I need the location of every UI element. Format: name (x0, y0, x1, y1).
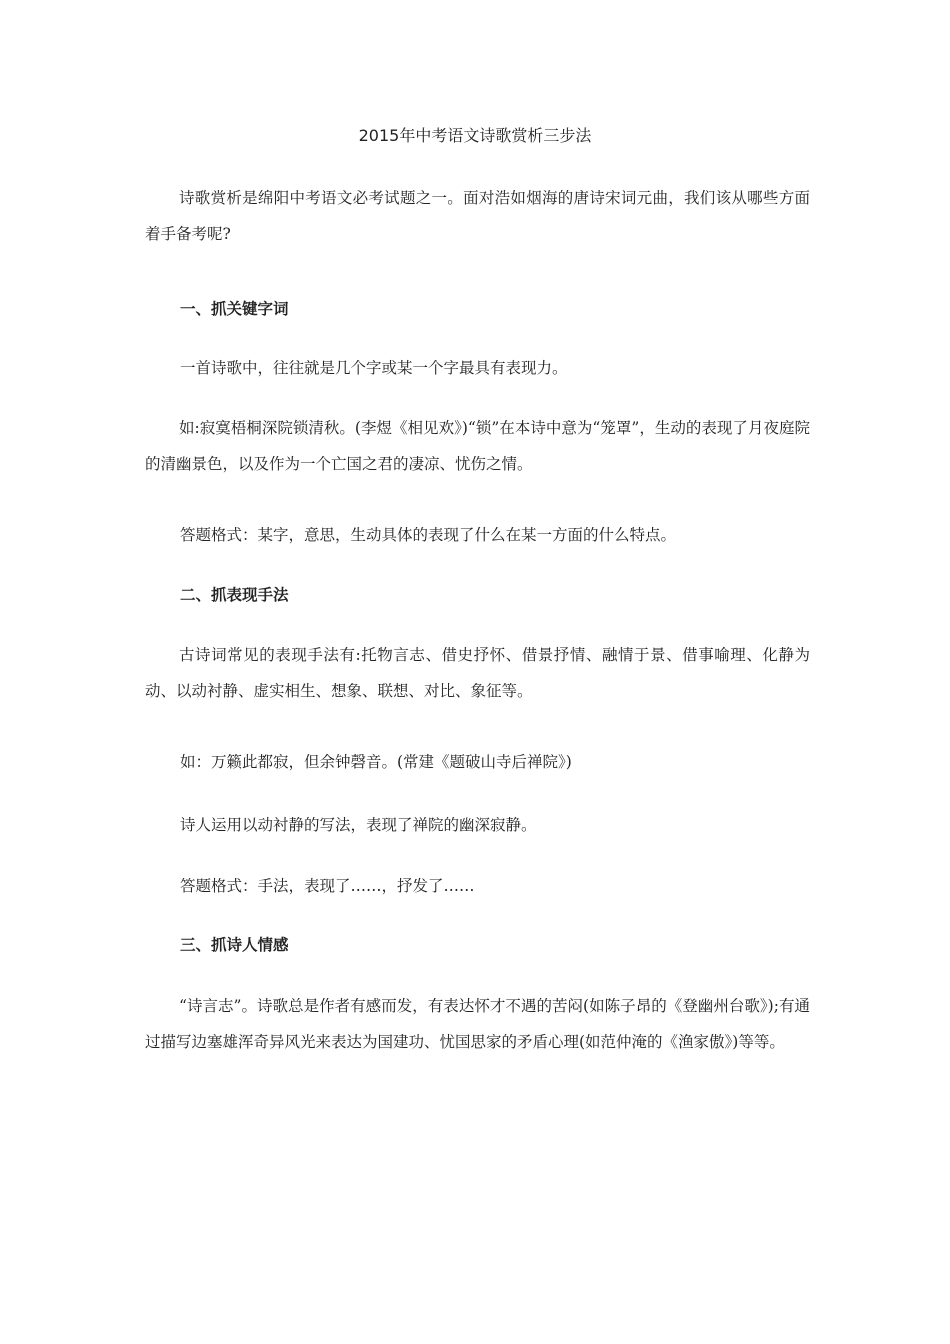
section3-paragraph-1: “诗言志”。诗歌总是作者有感而发，有表达怀才不遇的苦闷(如陈子昂的《登幽州台歌》);有通过描写边塞雄浑奇异风光来表达为国建功、忧国思家的矛盾心理(如范仲淹的《渔家傲》)等等。 (145, 997, 810, 1051)
section-heading-3: 三、抓诗人情感 (180, 936, 289, 954)
section2-paragraph-4: 答题格式：手法，表现了……，抒发了…… (180, 877, 475, 895)
intro-paragraph: 诗歌赏析是绵阳中考语文必考试题之一。面对浩如烟海的唐诗宋词元曲，我们该从哪些方面着手备考呢? (145, 189, 810, 243)
section1-paragraph-2: 如:寂寞梧桐深院锁清秋。(李煜《相见欢》)“锁”在本诗中意为“笼罩”，生动的表现了月夜庭院的清幽景色，以及作为一个亡国之君的凄凉、忧伤之情。 (145, 419, 810, 473)
section1-paragraph-1: 一首诗歌中，往往就是几个字或某一个字最具有表现力。 (180, 359, 568, 377)
section2-paragraph-3: 诗人运用以动衬静的写法，表现了禅院的幽深寂静。 (180, 816, 537, 834)
document-title: 2015年中考语文诗歌赏析三步法 (358, 126, 592, 145)
section2-paragraph-2: 如：万籁此都寂，但余钟磬音。(常建《题破山寺后禅院》) (180, 753, 572, 771)
section-heading-1: 一、抓关键字词 (180, 300, 289, 318)
section2-paragraph-1: 古诗词常见的表现手法有:托物言志、借史抒怀、借景抒情、融情于景、借事喻理、化静为动、以动衬静、虚实相生、想象、联想、对比、象征等。 (145, 646, 810, 700)
section-heading-2: 二、抓表现手法 (180, 586, 289, 604)
section1-paragraph-3: 答题格式：某字，意思，生动具体的表现了什么在某一方面的什么特点。 (180, 526, 677, 544)
